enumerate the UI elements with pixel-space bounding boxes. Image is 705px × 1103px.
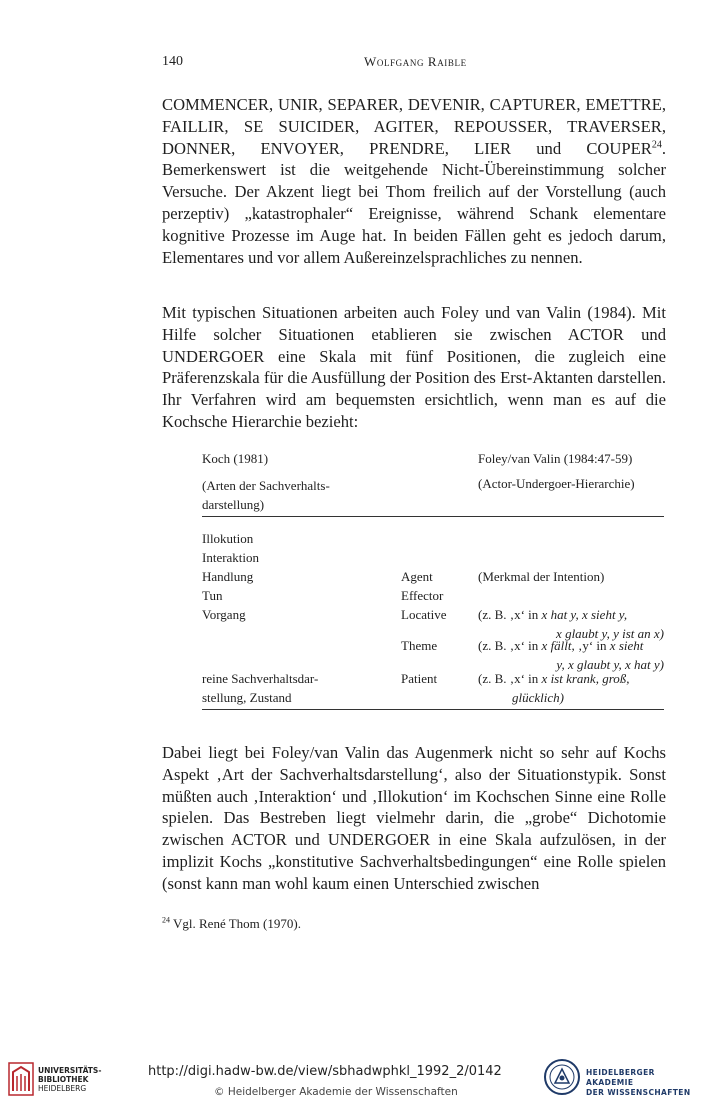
role-locative: Locative	[401, 607, 447, 622]
table-left-header: Koch (1981)	[202, 451, 269, 466]
university-library-logo-text: UNIVERSITÄTS- BIBLIOTHEK HEIDELBERG	[38, 1066, 102, 1093]
paragraph-1: COMMENCER, UNIR, SEPARER, DEVENIR, CAPTURER, EMETTRE, FAILLIR, SE SUICIDER, AGITER, REPOUSSER, TRAVERSER, DONNER, ENVOYER, PRENDRE, LIER und COUPER$^{24}$. Bemerkenswert ist die weitgehende Nicht-Übereinstimmung solcher Versuche. Der Akzent liegt bei Thom freilich auf der Vorstellung (auch perzeptiv) „katastrophaler“ Ereignisse, während Schank elementare kognitive Prozesse im Auge hat. In beiden Fällen geht es jedoch darum, Elementares und vor allem Außereinzelsprachliches zu nennen.	[162, 95, 666, 267]
role-patient: Patient	[401, 671, 438, 686]
table-rule-top	[202, 516, 664, 517]
koch-item-tun: Tun	[202, 588, 223, 603]
role-effector: Effector	[401, 588, 444, 603]
role-agent: Agent	[401, 569, 433, 584]
intention-note: (Merkmal der Intention)	[478, 569, 605, 584]
paragraph-3: Dabei liegt bei Foley/van Valin das Augenmerk nicht so sehr auf Kochs Aspekt ‚Art der Sachverhaltsdarstellung‘, also der Situationstypik. Sonst müßten auch ‚Interaktion‘ und ‚Illokution‘ im Kochschen Sinne eine Rolle spielen. Das Bestreben liegt vielmehr darin, die „grobe“ Dichotomie zwischen ACTOR und UNDERGOER in eine Skala aufzulösen, in der implizit Kochs „konstitutive Sachverhaltsbedingungen“ eine Rolle spielen (sonst kann man wohl kaum einen Unterschied zwischen	[162, 743, 666, 893]
koch-item-vorgang: Vorgang	[202, 607, 246, 622]
page-number: 140	[162, 54, 183, 69]
paragraph-2: Mit typischen Situationen arbeiten auch Foley und van Valin (1984). Mit Hilfe solcher Situationen etablieren sie zwischen ACTOR und UNDERGOER eine Skala mit fünf Positionen, die zugleich eine Präferenzskala für die Ausfüllung der Position des Erst-Aktanten darstellen. Ihr Verfahren wird am bequemsten ersichtlich, wenn man es auf die Kochsche Hierarchie bezieht:	[162, 303, 666, 431]
table-left-subheader: (Arten der Sachverhalts- darstellung)	[202, 478, 330, 512]
running-head-author: Wolfgang Raible	[364, 54, 467, 69]
copyright-notice: © Heidelberger Akademie der Wissenschaften	[214, 1086, 458, 1098]
theme-example: (z. B. ‚x‘ in x fällt, ‚y‘ in x sieht y, x glaubt y, x hat y)	[478, 638, 664, 672]
patient-example: (z. B. ‚x‘ in x ist krank, groß, glücklich)	[478, 671, 630, 705]
koch-item-interaktion: Interaktion	[202, 550, 260, 565]
koch-item-illokution: Illokution	[202, 531, 254, 546]
footnote-24: $^{24}$ Vgl. René Thom (1970).	[162, 915, 301, 931]
academy-seal-icon[interactable]	[543, 1058, 581, 1101]
university-library-logo-icon[interactable]	[8, 1062, 34, 1101]
permalink-url[interactable]: http://digi.hadw-bw.de/view/sbhadwphkl_1992_2/0142	[148, 1064, 502, 1079]
table-right-subheader: (Actor-Undergoer-Hierarchie)	[478, 476, 635, 491]
koch-item-handlung: Handlung	[202, 569, 254, 584]
table-rule-bottom	[202, 709, 664, 710]
role-theme: Theme	[401, 638, 438, 653]
koch-item-zustand: reine Sachverhaltsdar- stellung, Zustand	[202, 671, 319, 705]
locative-example: (z. B. ‚x‘ in x hat y, x sieht y, x glaubt y, y ist an x)	[478, 607, 664, 641]
academy-logo-text: HEIDELBERGER AKADEMIE DER WISSENSCHAFTEN	[586, 1068, 691, 1097]
koch-list	[202, 529, 259, 624]
table-right-header: Foley/van Valin (1984:47-59)	[478, 451, 633, 466]
footnote-ref-24[interactable]: 24	[651, 139, 662, 151]
